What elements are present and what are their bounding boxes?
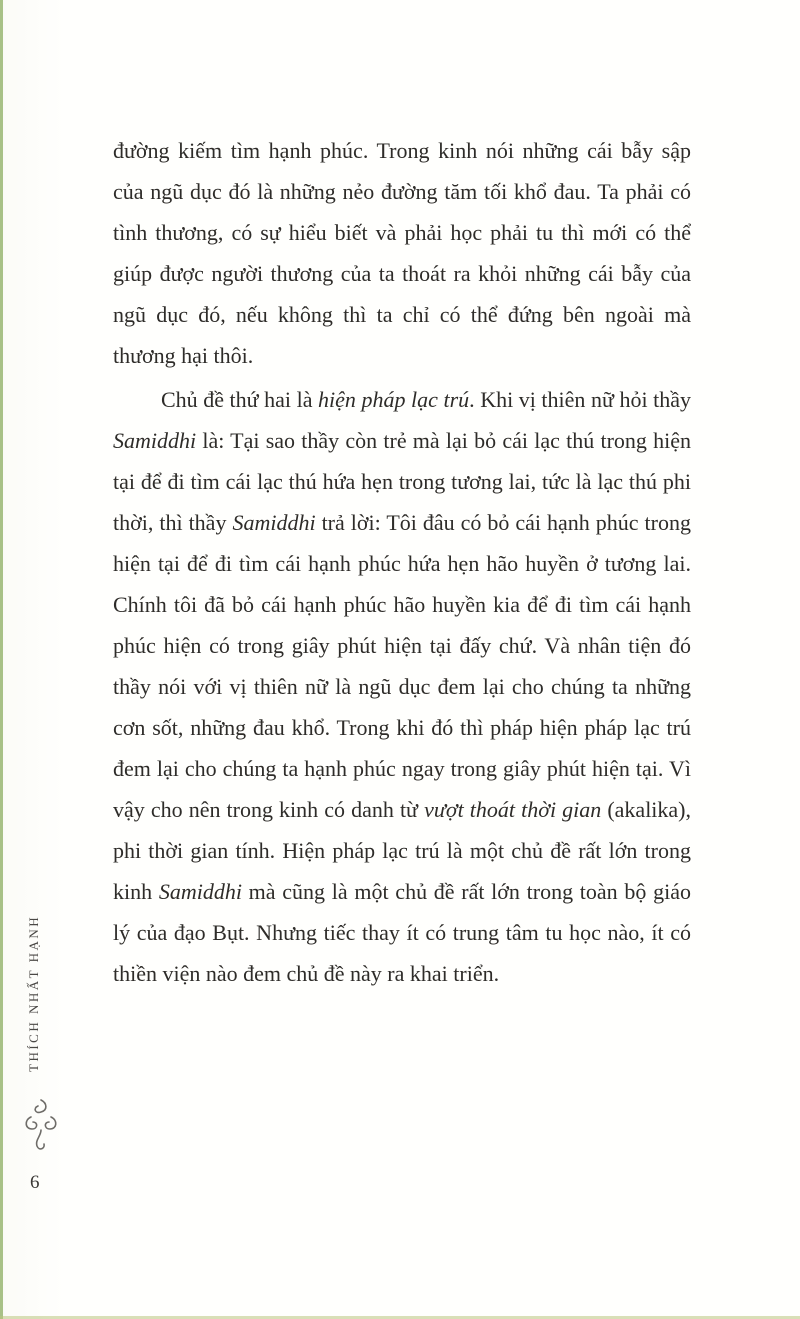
paragraph [113,130,691,376]
italic-text-run: Samiddhi [232,510,316,535]
italic-text-run: Samiddhi [158,879,242,904]
italic-text-run: hiện pháp lạc trú [318,387,470,412]
italic-text-run: vượt thoát thời gian [424,797,602,822]
scan-edge-left [0,0,3,1319]
text-run: là: Tại sao thầy còn trẻ mà lại bỏ cái lạc thú trong hiện tại để đi tìm cái lạc thú hứa hẹn trong tương lai, tức là lạc thú phi thời, thì thầy [113,428,691,535]
paragraph [113,379,691,994]
text-run: Chủ đề thứ hai là [161,387,319,412]
italic-text-run: Samiddhi [113,428,197,453]
text-run: đường kiếm tìm hạnh phúc. Trong kinh nói những cái bẫy sập của ngũ dục đó là những nẻo đường tăm tối khổ đau. Ta phải có tình thương, có sự hiểu biết và phải học phải tu thì mới có thể giúp được người thương của ta thoát ra khỏi những cái bẫy của ngũ dục đó, nếu không thì ta chỉ có thể đứng bên ngoài mà thương hại thôi. [113,138,691,368]
text-run: trả lời: Tôi đâu có bỏ cái hạnh phúc trong hiện tại để đi tìm cái hạnh phúc hứa hẹn hão huyền ở tương lai. Chính tôi đã bỏ cái hạnh phúc hão huyền kia để đi tìm cái hạnh phúc hiện có trong giây phút hiện tại đấy chứ. Và nhân tiện đó thầy nói với vị thiên nữ là ngũ dục đem lại cho chúng ta những cơn sốt, những đau khổ. Trong khi đó thì pháp hiện pháp lạc trú đem lại cho chúng ta hạnh phúc ngay trong giây phút hiện tại. Vì vậy cho nên trong kinh có danh từ [113,510,691,822]
author-name-vertical: THÍCH NHẤT HẠNH [26,914,41,1072]
text-run: . Khi vị thiên nữ hỏi thầy [469,387,692,412]
text-block [113,130,691,994]
text-run: mà cũng là một chủ đề rất lớn trong toàn bộ giáo lý của đạo Bụt. Nhưng tiếc thay ít có trung tâm tu học nào, ít có thiền viện nào đem chủ đề này ra khai triển. [113,879,691,986]
text-run: (akalika), phi thời gian tính. Hiện pháp lạc trú là một chủ đề rất lớn trong kinh [113,797,692,904]
cloud-ornament-icon [20,1096,62,1159]
page-number: 6 [30,1172,40,1193]
